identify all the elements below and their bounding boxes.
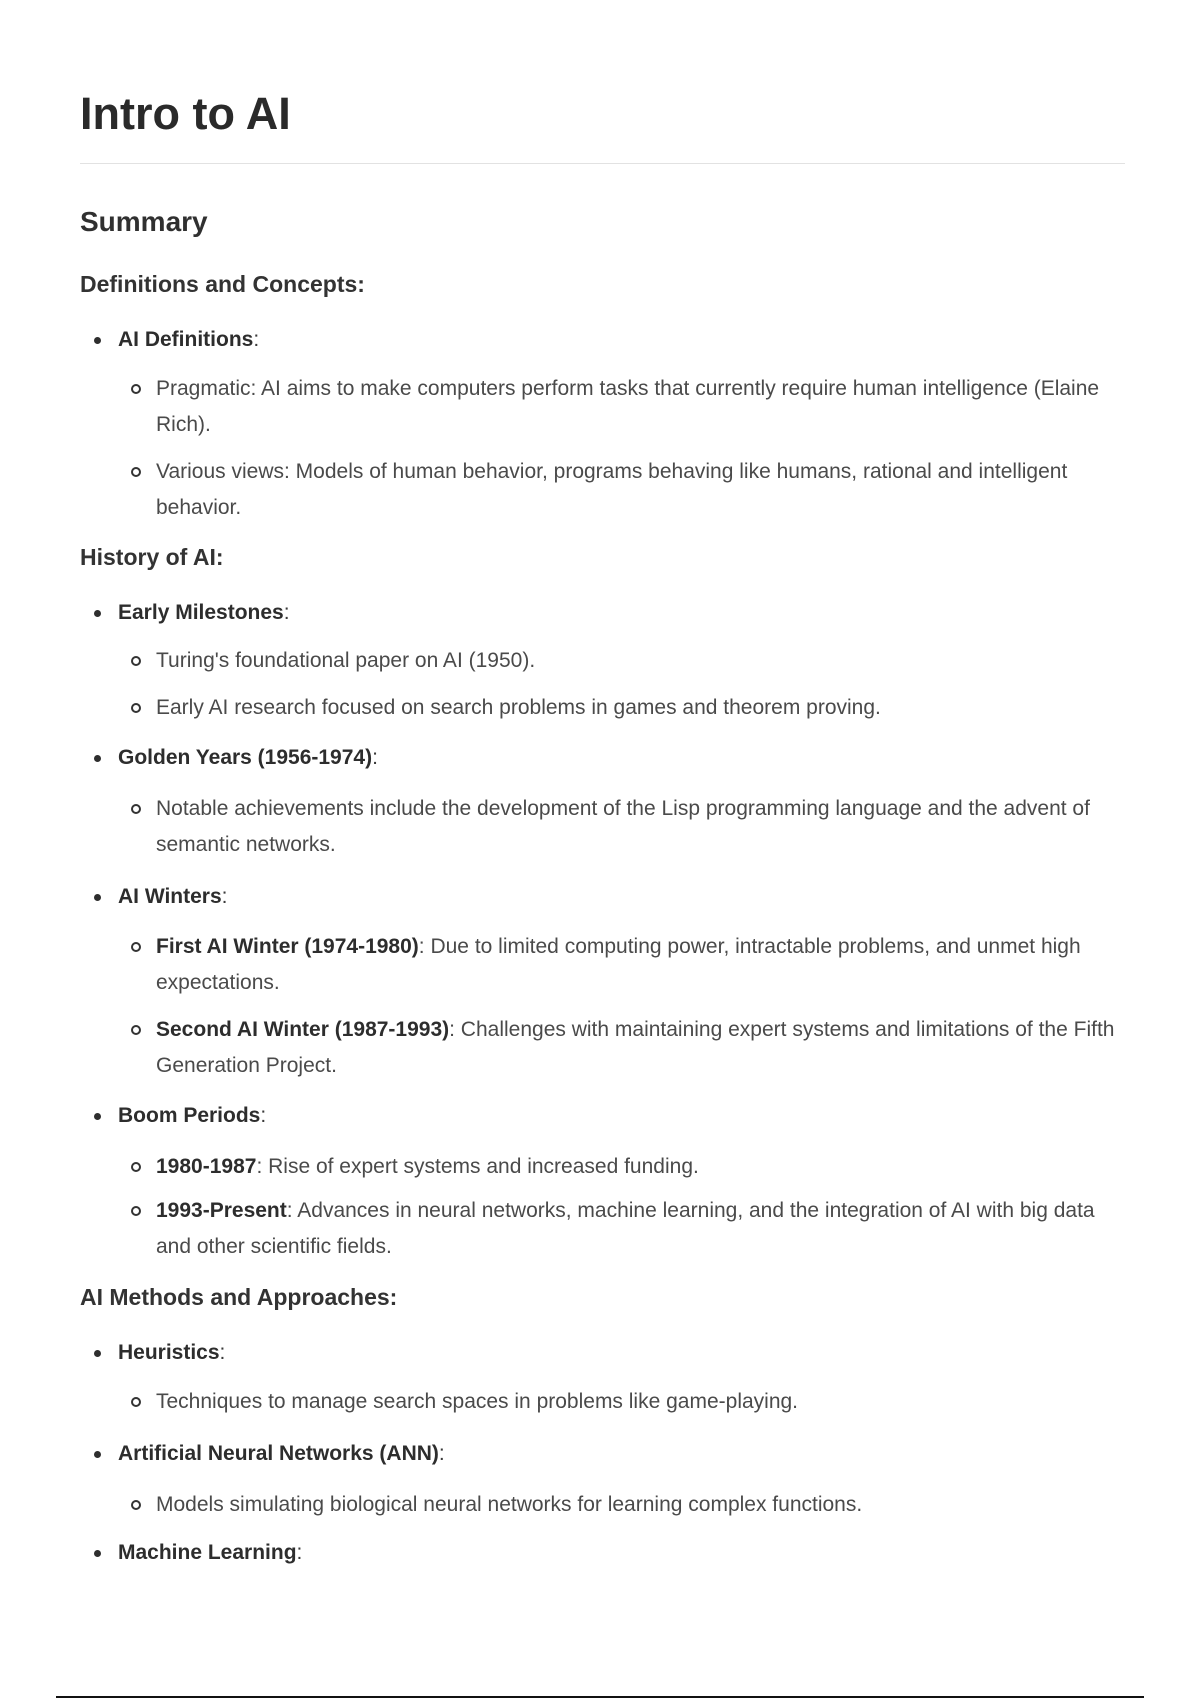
- bullet-label: AI Winters: [118, 885, 222, 908]
- sub-list-item: Pragmatic: AI aims to make computers perform tasks that currently require human intelligence (Elaine Rich).: [156, 371, 1116, 443]
- list-item-ai-definitions: AI Definitions:: [118, 324, 259, 356]
- sub-list-item: [156, 1149, 1116, 1185]
- bullet-label: Boom Periods: [118, 1104, 261, 1127]
- sub-list-item: Models simulating biological neural networks for learning complex functions.: [156, 1487, 1116, 1523]
- page-title: Intro to AI: [80, 88, 291, 139]
- section-heading-methods: AI Methods and Approaches:: [80, 1284, 398, 1310]
- bullet-label: Golden Years (1956-1974): [118, 746, 373, 769]
- page-bottom-border: [56, 1696, 1144, 1698]
- sub-list-item: Various views: Models of human behavior, programs behaving like humans, rational and intelligent behavior.: [156, 454, 1116, 526]
- sub-list-item: [156, 929, 1116, 1001]
- sub-list-item: Notable achievements include the development of the Lisp programming language and the advent of semantic networks.: [156, 791, 1116, 863]
- sub-list-item: [156, 1193, 1116, 1265]
- list-item-golden-years: Golden Years (1956-1974):: [118, 742, 378, 774]
- bullet-label: AI Definitions: [118, 328, 254, 351]
- sub-item-label: Second AI Winter (1987-1993): [156, 1018, 450, 1041]
- sub-list-item: Turing's foundational paper on AI (1950).: [156, 643, 1116, 679]
- list-item-ai-winters: AI Winters:: [118, 881, 228, 913]
- sub-item-text: : Advances in neural networks, machine learning, and the integration of AI with big data and other scientific fields.: [156, 1199, 1095, 1258]
- list-item-machine-learning: Machine Learning:: [118, 1537, 302, 1569]
- section-heading-history: History of AI:: [80, 544, 224, 570]
- sub-item-text: : Challenges with maintaining expert systems and limitations of the Fifth Generation Project.: [156, 1018, 1115, 1077]
- sub-list-item: [156, 1012, 1116, 1084]
- sub-item-text: : Due to limited computing power, intractable problems, and unmet high expectations.: [156, 935, 1081, 994]
- bullet-label: Artificial Neural Networks (ANN): [118, 1442, 439, 1465]
- sub-list-item: Early AI research focused on search problems in games and theorem proving.: [156, 690, 1116, 726]
- sub-item-text: : Rise of expert systems and increased funding.: [256, 1155, 699, 1178]
- list-item-heuristics: Heuristics:: [118, 1337, 225, 1369]
- sub-list-item: Techniques to manage search spaces in problems like game-playing.: [156, 1384, 1116, 1420]
- sub-item-label: First AI Winter (1974-1980): [156, 935, 419, 958]
- list-item-ann: Artificial Neural Networks (ANN):: [118, 1438, 445, 1470]
- list-item-boom-periods: Boom Periods:: [118, 1100, 266, 1132]
- bullet-label: Heuristics: [118, 1341, 220, 1364]
- title-divider: [80, 163, 1125, 164]
- sub-item-label: 1980-1987: [156, 1155, 257, 1178]
- section-heading-definitions: Definitions and Concepts:: [80, 271, 365, 297]
- list-item-early-milestones: Early Milestones:: [118, 597, 290, 629]
- summary-heading: Summary: [80, 206, 208, 237]
- bullet-label: Early Milestones: [118, 601, 284, 624]
- sub-item-label: 1993-Present: [156, 1199, 287, 1222]
- bullet-label: Machine Learning: [118, 1541, 297, 1564]
